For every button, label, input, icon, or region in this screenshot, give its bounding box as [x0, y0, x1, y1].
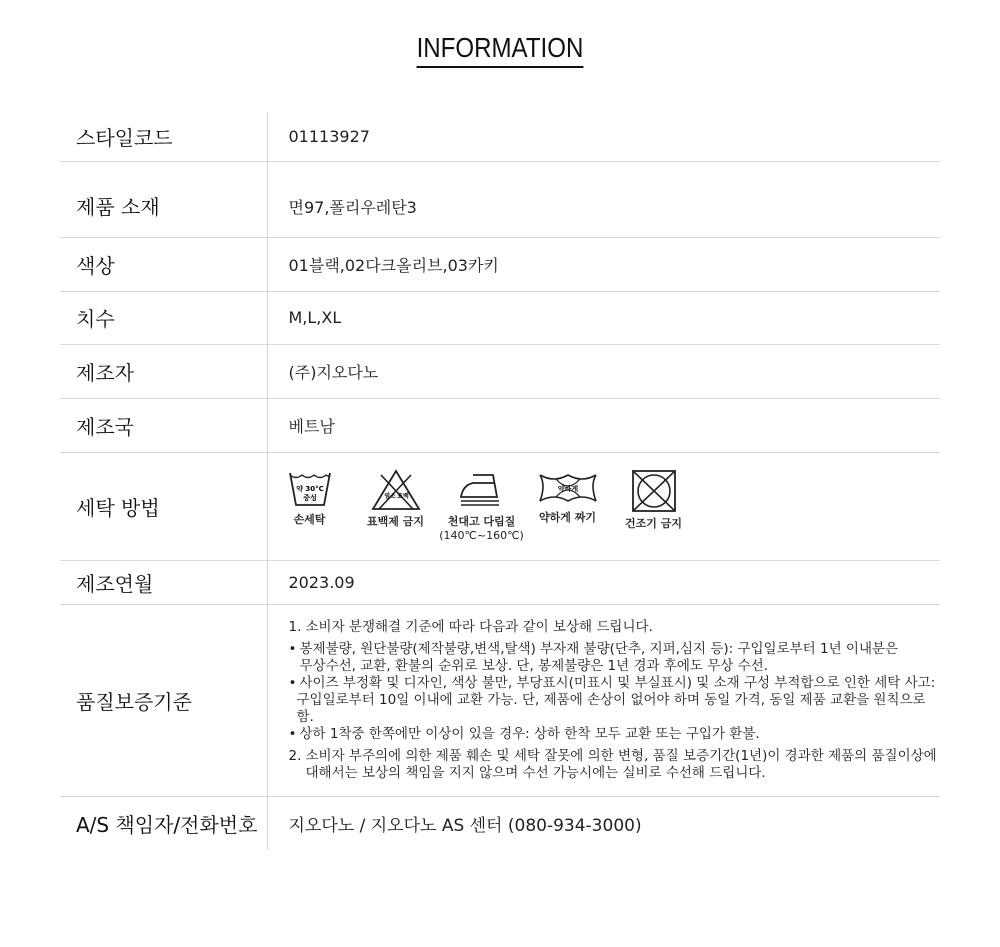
hand-wash-icon [288, 469, 332, 509]
row-manufacture-date [60, 560, 940, 604]
icon-caption: 약하게 짜기 [539, 511, 596, 524]
row-label: 제조국 [60, 398, 267, 452]
row-value: 2023.09 [267, 560, 940, 604]
row-quality [60, 604, 940, 796]
row-value: (주)지오다노 [267, 344, 940, 398]
care-wring [525, 469, 611, 525]
row-label: 품질보증기준 [60, 604, 267, 796]
list-number: 1. [288, 618, 302, 635]
row-wash [60, 452, 940, 560]
row-maker [60, 344, 940, 398]
quality-paragraph: 대해서는 보상의 책임을 지지 않으며 수선 가능시에는 실비로 수선해 드립니다. [305, 764, 766, 781]
icon-caption: 천대고 다림질 [447, 515, 516, 528]
icon-caption: 손세탁 [293, 513, 326, 526]
icon-caption: 건조기 금지 [625, 517, 682, 530]
row-value: 면97,폴리우레탄3 [267, 161, 940, 237]
header [0, 0, 1000, 84]
row-value: 01113927 [267, 113, 940, 161]
icon-text: 약 30°C [295, 485, 324, 493]
row-value: M,L,XL [267, 291, 940, 344]
row-label: 스타일코드 [60, 113, 267, 161]
quality-paragraph: 소비자 부주의에 의한 제품 훼손 및 세탁 잘못에 의한 변형, 품질 보증기간(1년)이 경과한 제품의 품질이상에 [305, 747, 937, 764]
bullet: • [288, 640, 297, 657]
row-label: 색상 [60, 237, 267, 291]
icon-text: 염소 [383, 493, 396, 500]
quality-bullet: 봉제불량, 원단불량(제작불량,변색,탈색) 부자재 불량(단추, 지퍼,심지 등): 구입일로부터 1년 이내분은 [299, 640, 899, 657]
icon-text: 표백 [396, 493, 409, 500]
bullet: • [288, 725, 297, 742]
icon-caption: 표백제 금지 [367, 515, 424, 528]
quality-bullet: 구입일로부터 10일 이내에 교환 가능. 단, 제품에 손상이 없어야 하며 동일 가격, 동일 제품 교환을 원칙으로 함. [296, 691, 926, 725]
care-iron [439, 469, 525, 543]
icon-text: 중성 [302, 494, 317, 502]
no-tumble-dry-icon [631, 469, 677, 513]
quality-bullet: 사이즈 부정확 및 디자인, 색상 불만, 부당표시(미표시 및 부실표시) 및 소재 구성 부적합으로 인한 세탁 사고: [299, 674, 936, 691]
row-style-code [60, 113, 940, 161]
quality-paragraph: 소비자 분쟁해결 기준에 따라 다음과 같이 보상해 드립니다. [305, 618, 653, 635]
row-label: 제조연월 [60, 560, 267, 604]
page-title: INFORMATION [417, 30, 584, 68]
gentle-wring-icon [538, 469, 598, 507]
icon-caption-sub: (140℃~160℃) [439, 529, 524, 542]
care-no-dryer [611, 469, 697, 531]
care-hand-wash [267, 469, 353, 527]
row-label: 제품 소재 [60, 161, 267, 237]
list-number: 2. [288, 747, 302, 764]
row-value: 지오다노 / 지오다노 AS 센터 (080-934-3000) [288, 815, 642, 836]
row-value: 베트남 [267, 398, 940, 452]
row-as-contact [60, 796, 940, 850]
care-icons [289, 469, 940, 543]
product-info-table [60, 113, 940, 850]
row-color [60, 237, 940, 291]
row-material [60, 161, 940, 237]
quality-text [289, 619, 940, 782]
care-no-bleach [353, 469, 439, 529]
iron-cloth-icon [459, 469, 505, 511]
quality-bullet: 상하 1착중 한쪽에만 이상이 있을 경우: 상하 한착 모두 교환 또는 구입가 환불. [299, 725, 760, 742]
row-value: 01블랙,02다크올리브,03카키 [267, 237, 940, 291]
row-label: 제조자 [60, 344, 267, 398]
quality-bullet: 무상수선, 교환, 환불의 순위로 보상. 단, 봉제불량은 1년 경과 후에도 무상 수선. [299, 657, 768, 674]
bullet: • [288, 674, 297, 691]
no-bleach-icon [371, 469, 421, 511]
row-size [60, 291, 940, 344]
row-value [267, 452, 940, 560]
row-label: 치수 [60, 291, 267, 344]
row-label: 세탁 방법 [60, 452, 267, 560]
icon-text: 약하게 [557, 485, 578, 493]
row-country [60, 398, 940, 452]
row-value [267, 604, 940, 796]
row-label: A/S 책임자/전화번호 [60, 796, 267, 850]
